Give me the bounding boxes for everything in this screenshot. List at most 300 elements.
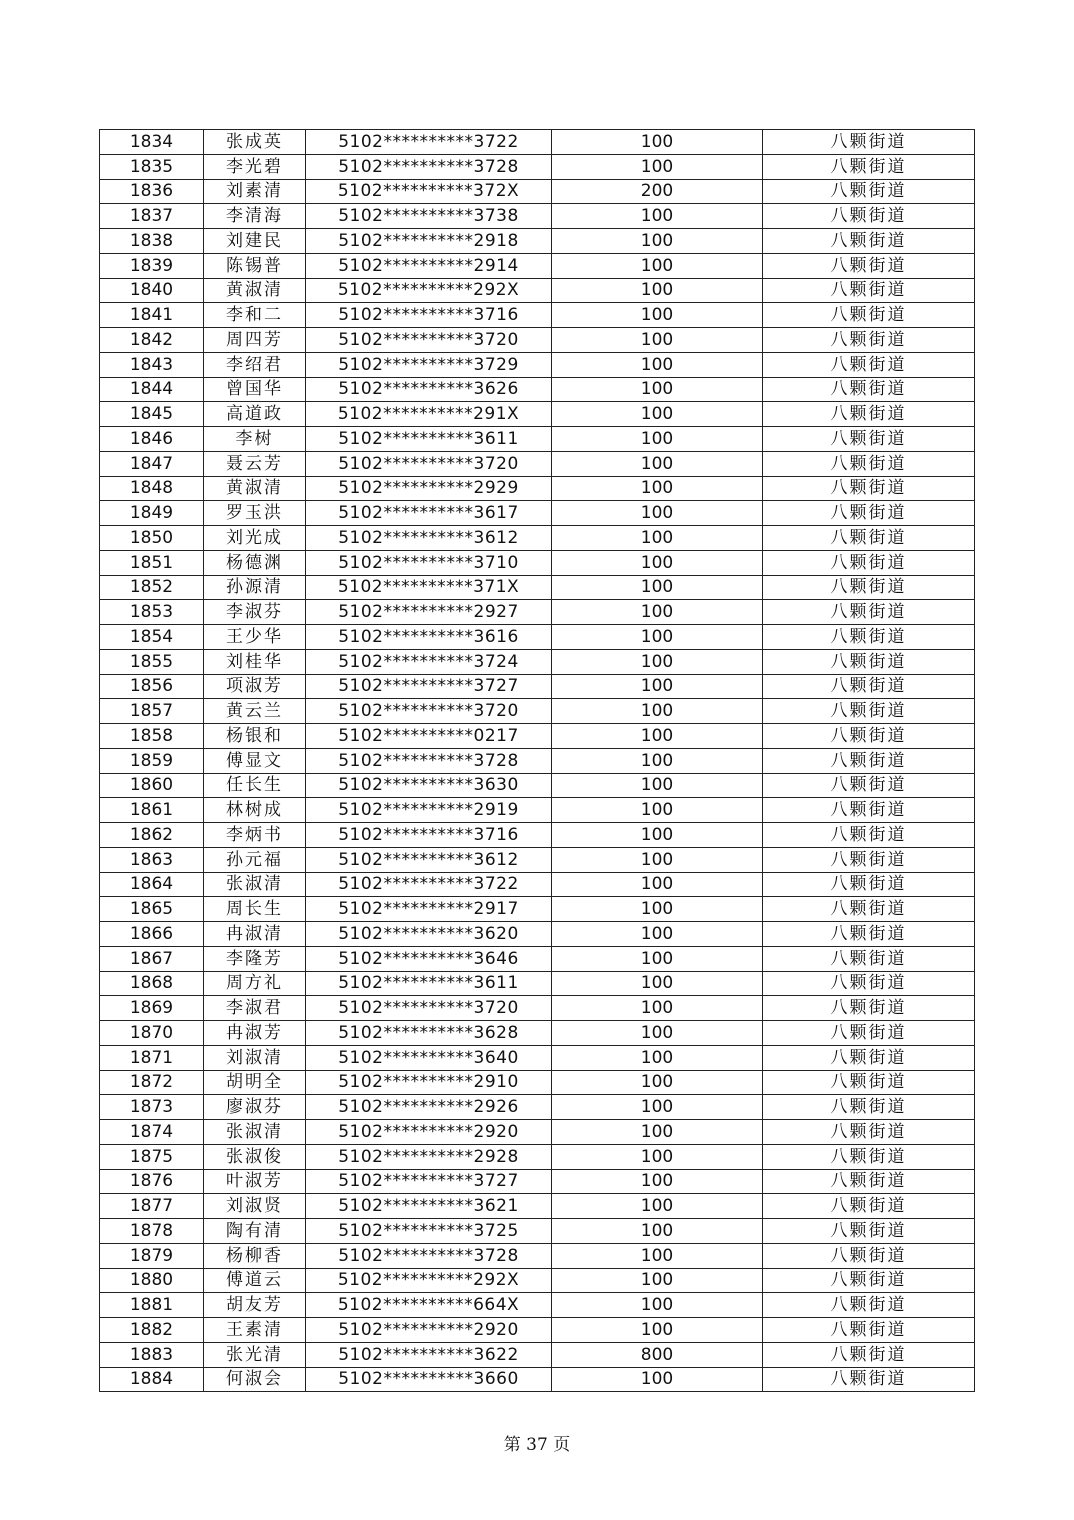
- row-number-cell: 1858: [100, 724, 204, 749]
- amount-cell: 100: [552, 377, 763, 402]
- row-number-cell: 1838: [100, 229, 204, 254]
- street-cell: 八颗街道: [763, 996, 975, 1021]
- amount-cell: 100: [552, 1219, 763, 1244]
- table-row: [100, 229, 975, 254]
- row-number-cell: 1847: [100, 451, 204, 476]
- amount-cell: 100: [552, 1045, 763, 1070]
- table-row: [100, 748, 975, 773]
- amount-cell: 100: [552, 501, 763, 526]
- street-cell: 八颗街道: [763, 303, 975, 328]
- street-cell: 八颗街道: [763, 550, 975, 575]
- id-number-cell: 5102**********3728: [306, 1243, 552, 1268]
- id-number-cell: 5102**********3722: [306, 130, 552, 155]
- amount-cell: 100: [552, 1318, 763, 1343]
- street-cell: 八颗街道: [763, 377, 975, 402]
- amount-cell: 100: [552, 130, 763, 155]
- street-cell: 八颗街道: [763, 1144, 975, 1169]
- amount-cell: 100: [552, 699, 763, 724]
- name-cell: 刘淑贤: [204, 1194, 306, 1219]
- name-cell: 叶淑芳: [204, 1169, 306, 1194]
- street-cell: 八颗街道: [763, 748, 975, 773]
- amount-cell: 100: [552, 649, 763, 674]
- name-cell: 李隆芳: [204, 946, 306, 971]
- row-number-cell: 1874: [100, 1120, 204, 1145]
- name-cell: 李光碧: [204, 154, 306, 179]
- name-cell: 曾国华: [204, 377, 306, 402]
- name-cell: 胡友芳: [204, 1293, 306, 1318]
- street-cell: 八颗街道: [763, 1318, 975, 1343]
- name-cell: 傅道云: [204, 1268, 306, 1293]
- table-row: [100, 1120, 975, 1145]
- street-cell: 八颗街道: [763, 1120, 975, 1145]
- amount-cell: 100: [552, 526, 763, 551]
- table-row: [100, 699, 975, 724]
- amount-cell: 100: [552, 253, 763, 278]
- street-cell: 八颗街道: [763, 427, 975, 452]
- amount-cell: 100: [552, 1120, 763, 1145]
- table-row: [100, 1219, 975, 1244]
- id-number-cell: 5102**********3722: [306, 872, 552, 897]
- id-number-cell: 5102**********292X: [306, 1268, 552, 1293]
- row-number-cell: 1835: [100, 154, 204, 179]
- street-cell: 八颗街道: [763, 575, 975, 600]
- id-number-cell: 5102**********3727: [306, 1169, 552, 1194]
- amount-cell: 100: [552, 625, 763, 650]
- row-number-cell: 1837: [100, 204, 204, 229]
- amount-cell: 100: [552, 674, 763, 699]
- table-row: [100, 1045, 975, 1070]
- amount-cell: 100: [552, 823, 763, 848]
- amount-cell: 100: [552, 328, 763, 353]
- table-row: [100, 575, 975, 600]
- table-row: [100, 1021, 975, 1046]
- row-number-cell: 1864: [100, 872, 204, 897]
- table-row: [100, 1194, 975, 1219]
- street-cell: 八颗街道: [763, 649, 975, 674]
- street-cell: 八颗街道: [763, 204, 975, 229]
- id-number-cell: 5102**********2920: [306, 1120, 552, 1145]
- name-cell: 黄淑清: [204, 476, 306, 501]
- id-number-cell: 5102**********3626: [306, 377, 552, 402]
- amount-cell: 100: [552, 476, 763, 501]
- name-cell: 何淑会: [204, 1367, 306, 1392]
- amount-cell: 100: [552, 1144, 763, 1169]
- id-number-cell: 5102**********3621: [306, 1194, 552, 1219]
- id-number-cell: 5102**********664X: [306, 1293, 552, 1318]
- row-number-cell: 1861: [100, 798, 204, 823]
- row-number-cell: 1865: [100, 897, 204, 922]
- street-cell: 八颗街道: [763, 130, 975, 155]
- id-number-cell: 5102**********3729: [306, 352, 552, 377]
- id-number-cell: 5102**********372X: [306, 179, 552, 204]
- row-number-cell: 1860: [100, 773, 204, 798]
- row-number-cell: 1879: [100, 1243, 204, 1268]
- row-number-cell: 1852: [100, 575, 204, 600]
- id-number-cell: 5102**********3646: [306, 946, 552, 971]
- street-cell: 八颗街道: [763, 946, 975, 971]
- amount-cell: 100: [552, 278, 763, 303]
- id-number-cell: 5102**********3611: [306, 971, 552, 996]
- amount-cell: 200: [552, 179, 763, 204]
- id-number-cell: 5102**********3611: [306, 427, 552, 452]
- row-number-cell: 1867: [100, 946, 204, 971]
- amount-cell: 800: [552, 1342, 763, 1367]
- street-cell: 八颗街道: [763, 872, 975, 897]
- id-number-cell: 5102**********3628: [306, 1021, 552, 1046]
- table-row: [100, 847, 975, 872]
- street-cell: 八颗街道: [763, 1169, 975, 1194]
- id-number-cell: 5102**********3612: [306, 526, 552, 551]
- id-number-cell: 5102**********3622: [306, 1342, 552, 1367]
- street-cell: 八颗街道: [763, 526, 975, 551]
- row-number-cell: 1880: [100, 1268, 204, 1293]
- name-cell: 杨柳香: [204, 1243, 306, 1268]
- table-row: [100, 1293, 975, 1318]
- street-cell: 八颗街道: [763, 402, 975, 427]
- street-cell: 八颗街道: [763, 1243, 975, 1268]
- name-cell: 胡明全: [204, 1070, 306, 1095]
- name-cell: 李绍君: [204, 352, 306, 377]
- amount-cell: 100: [552, 204, 763, 229]
- name-cell: 张淑清: [204, 1120, 306, 1145]
- name-cell: 李和二: [204, 303, 306, 328]
- row-number-cell: 1877: [100, 1194, 204, 1219]
- row-number-cell: 1884: [100, 1367, 204, 1392]
- row-number-cell: 1872: [100, 1070, 204, 1095]
- table-row: [100, 451, 975, 476]
- name-cell: 李炳书: [204, 823, 306, 848]
- table-row: [100, 823, 975, 848]
- id-number-cell: 5102**********2918: [306, 229, 552, 254]
- table-body: [100, 130, 975, 1392]
- amount-cell: 100: [552, 575, 763, 600]
- table-row: [100, 476, 975, 501]
- id-number-cell: 5102**********292X: [306, 278, 552, 303]
- row-number-cell: 1883: [100, 1342, 204, 1367]
- amount-cell: 100: [552, 1243, 763, 1268]
- name-cell: 傅显文: [204, 748, 306, 773]
- id-number-cell: 5102**********2928: [306, 1144, 552, 1169]
- id-number-cell: 5102**********3728: [306, 748, 552, 773]
- street-cell: 八颗街道: [763, 1095, 975, 1120]
- name-cell: 任长生: [204, 773, 306, 798]
- table-row: [100, 1169, 975, 1194]
- row-number-cell: 1881: [100, 1293, 204, 1318]
- street-cell: 八颗街道: [763, 847, 975, 872]
- table-row: [100, 352, 975, 377]
- table-row: [100, 253, 975, 278]
- name-cell: 李树: [204, 427, 306, 452]
- amount-cell: 100: [552, 773, 763, 798]
- id-number-cell: 5102**********2914: [306, 253, 552, 278]
- name-cell: 黄云兰: [204, 699, 306, 724]
- table-row: [100, 773, 975, 798]
- street-cell: 八颗街道: [763, 1021, 975, 1046]
- street-cell: 八颗街道: [763, 1342, 975, 1367]
- name-cell: 王少华: [204, 625, 306, 650]
- amount-cell: 100: [552, 1095, 763, 1120]
- id-number-cell: 5102**********3724: [306, 649, 552, 674]
- amount-cell: 100: [552, 872, 763, 897]
- name-cell: 冉淑清: [204, 922, 306, 947]
- id-number-cell: 5102**********0217: [306, 724, 552, 749]
- name-cell: 聂云芳: [204, 451, 306, 476]
- row-number-cell: 1840: [100, 278, 204, 303]
- table-row: [100, 501, 975, 526]
- amount-cell: 100: [552, 1268, 763, 1293]
- name-cell: 杨银和: [204, 724, 306, 749]
- street-cell: 八颗街道: [763, 897, 975, 922]
- row-number-cell: 1850: [100, 526, 204, 551]
- id-number-cell: 5102**********3640: [306, 1045, 552, 1070]
- row-number-cell: 1869: [100, 996, 204, 1021]
- row-number-cell: 1853: [100, 600, 204, 625]
- id-number-cell: 5102**********3738: [306, 204, 552, 229]
- id-number-cell: 5102**********3710: [306, 550, 552, 575]
- data-table: [99, 129, 975, 1392]
- table-row: [100, 154, 975, 179]
- row-number-cell: 1866: [100, 922, 204, 947]
- id-number-cell: 5102**********3716: [306, 823, 552, 848]
- street-cell: 八颗街道: [763, 1194, 975, 1219]
- id-number-cell: 5102**********2929: [306, 476, 552, 501]
- amount-cell: 100: [552, 1169, 763, 1194]
- row-number-cell: 1848: [100, 476, 204, 501]
- name-cell: 张淑俊: [204, 1144, 306, 1169]
- amount-cell: 100: [552, 798, 763, 823]
- name-cell: 孙元福: [204, 847, 306, 872]
- table-row: [100, 1367, 975, 1392]
- name-cell: 李淑君: [204, 996, 306, 1021]
- name-cell: 黄淑清: [204, 278, 306, 303]
- name-cell: 张成英: [204, 130, 306, 155]
- table-row: [100, 328, 975, 353]
- row-number-cell: 1844: [100, 377, 204, 402]
- row-number-cell: 1834: [100, 130, 204, 155]
- table-row: [100, 427, 975, 452]
- row-number-cell: 1854: [100, 625, 204, 650]
- name-cell: 刘光成: [204, 526, 306, 551]
- name-cell: 高道政: [204, 402, 306, 427]
- row-number-cell: 1836: [100, 179, 204, 204]
- row-number-cell: 1876: [100, 1169, 204, 1194]
- name-cell: 项淑芳: [204, 674, 306, 699]
- amount-cell: 100: [552, 847, 763, 872]
- amount-cell: 100: [552, 352, 763, 377]
- id-number-cell: 5102**********3630: [306, 773, 552, 798]
- street-cell: 八颗街道: [763, 179, 975, 204]
- amount-cell: 100: [552, 451, 763, 476]
- amount-cell: 100: [552, 996, 763, 1021]
- row-number-cell: 1856: [100, 674, 204, 699]
- table-row: [100, 1144, 975, 1169]
- name-cell: 李清海: [204, 204, 306, 229]
- id-number-cell: 5102**********3728: [306, 154, 552, 179]
- street-cell: 八颗街道: [763, 1367, 975, 1392]
- id-number-cell: 5102**********2920: [306, 1318, 552, 1343]
- row-number-cell: 1842: [100, 328, 204, 353]
- street-cell: 八颗街道: [763, 1070, 975, 1095]
- street-cell: 八颗街道: [763, 971, 975, 996]
- row-number-cell: 1855: [100, 649, 204, 674]
- id-number-cell: 5102**********2910: [306, 1070, 552, 1095]
- street-cell: 八颗街道: [763, 501, 975, 526]
- table-row: [100, 897, 975, 922]
- amount-cell: 100: [552, 402, 763, 427]
- id-number-cell: 5102**********3612: [306, 847, 552, 872]
- name-cell: 刘淑清: [204, 1045, 306, 1070]
- amount-cell: 100: [552, 1367, 763, 1392]
- row-number-cell: 1868: [100, 971, 204, 996]
- name-cell: 陈锡普: [204, 253, 306, 278]
- row-number-cell: 1843: [100, 352, 204, 377]
- street-cell: 八颗街道: [763, 773, 975, 798]
- table-row: [100, 1070, 975, 1095]
- name-cell: 罗玉洪: [204, 501, 306, 526]
- street-cell: 八颗街道: [763, 352, 975, 377]
- row-number-cell: 1849: [100, 501, 204, 526]
- name-cell: 周长生: [204, 897, 306, 922]
- id-number-cell: 5102**********2919: [306, 798, 552, 823]
- street-cell: 八颗街道: [763, 625, 975, 650]
- street-cell: 八颗街道: [763, 476, 975, 501]
- table-row: [100, 179, 975, 204]
- street-cell: 八颗街道: [763, 1045, 975, 1070]
- name-cell: 杨德渊: [204, 550, 306, 575]
- table-row: [100, 996, 975, 1021]
- amount-cell: 100: [552, 427, 763, 452]
- table-row: [100, 724, 975, 749]
- id-number-cell: 5102**********291X: [306, 402, 552, 427]
- table-row: [100, 1342, 975, 1367]
- table-row: [100, 971, 975, 996]
- amount-cell: 100: [552, 303, 763, 328]
- row-number-cell: 1862: [100, 823, 204, 848]
- id-number-cell: 5102**********2927: [306, 600, 552, 625]
- row-number-cell: 1851: [100, 550, 204, 575]
- row-number-cell: 1839: [100, 253, 204, 278]
- name-cell: 陶有清: [204, 1219, 306, 1244]
- amount-cell: 100: [552, 748, 763, 773]
- amount-cell: 100: [552, 1021, 763, 1046]
- amount-cell: 100: [552, 724, 763, 749]
- table-row: [100, 1268, 975, 1293]
- row-number-cell: 1857: [100, 699, 204, 724]
- amount-cell: 100: [552, 897, 763, 922]
- street-cell: 八颗街道: [763, 600, 975, 625]
- table-row: [100, 946, 975, 971]
- name-cell: 周方礼: [204, 971, 306, 996]
- row-number-cell: 1846: [100, 427, 204, 452]
- table-row: [100, 674, 975, 699]
- street-cell: 八颗街道: [763, 154, 975, 179]
- amount-cell: 100: [552, 971, 763, 996]
- name-cell: 周四芳: [204, 328, 306, 353]
- table-row: [100, 872, 975, 897]
- amount-cell: 100: [552, 922, 763, 947]
- street-cell: 八颗街道: [763, 699, 975, 724]
- table-row: [100, 526, 975, 551]
- id-number-cell: 5102**********3616: [306, 625, 552, 650]
- amount-cell: 100: [552, 600, 763, 625]
- table-row: [100, 1318, 975, 1343]
- street-cell: 八颗街道: [763, 278, 975, 303]
- amount-cell: 100: [552, 154, 763, 179]
- id-number-cell: 5102**********3727: [306, 674, 552, 699]
- name-cell: 孙源清: [204, 575, 306, 600]
- street-cell: 八颗街道: [763, 328, 975, 353]
- table-row: [100, 600, 975, 625]
- street-cell: 八颗街道: [763, 229, 975, 254]
- name-cell: 冉淑芳: [204, 1021, 306, 1046]
- amount-cell: 100: [552, 1070, 763, 1095]
- table-row: [100, 303, 975, 328]
- name-cell: 李淑芬: [204, 600, 306, 625]
- row-number-cell: 1878: [100, 1219, 204, 1244]
- name-cell: 廖淑芬: [204, 1095, 306, 1120]
- row-number-cell: 1871: [100, 1045, 204, 1070]
- name-cell: 刘建民: [204, 229, 306, 254]
- street-cell: 八颗街道: [763, 253, 975, 278]
- row-number-cell: 1863: [100, 847, 204, 872]
- id-number-cell: 5102**********3720: [306, 451, 552, 476]
- street-cell: 八颗街道: [763, 823, 975, 848]
- id-number-cell: 5102**********3620: [306, 922, 552, 947]
- name-cell: 刘桂华: [204, 649, 306, 674]
- id-number-cell: 5102**********3720: [306, 996, 552, 1021]
- table-row: [100, 130, 975, 155]
- table-row: [100, 625, 975, 650]
- name-cell: 王素清: [204, 1318, 306, 1343]
- table-row: [100, 1243, 975, 1268]
- amount-cell: 100: [552, 946, 763, 971]
- table-row: [100, 278, 975, 303]
- amount-cell: 100: [552, 229, 763, 254]
- table-row: [100, 1095, 975, 1120]
- amount-cell: 100: [552, 550, 763, 575]
- id-number-cell: 5102**********3725: [306, 1219, 552, 1244]
- id-number-cell: 5102**********3720: [306, 699, 552, 724]
- row-number-cell: 1875: [100, 1144, 204, 1169]
- row-number-cell: 1870: [100, 1021, 204, 1046]
- amount-cell: 100: [552, 1194, 763, 1219]
- amount-cell: 100: [552, 1293, 763, 1318]
- table-row: [100, 402, 975, 427]
- street-cell: 八颗街道: [763, 922, 975, 947]
- row-number-cell: 1841: [100, 303, 204, 328]
- name-cell: 刘素清: [204, 179, 306, 204]
- id-number-cell: 5102**********3716: [306, 303, 552, 328]
- street-cell: 八颗街道: [763, 1293, 975, 1318]
- street-cell: 八颗街道: [763, 451, 975, 476]
- name-cell: 林树成: [204, 798, 306, 823]
- street-cell: 八颗街道: [763, 674, 975, 699]
- table-row: [100, 798, 975, 823]
- name-cell: 张光清: [204, 1342, 306, 1367]
- id-number-cell: 5102**********2926: [306, 1095, 552, 1120]
- page-number: 第 37 页: [503, 1435, 571, 1455]
- table-row: [100, 204, 975, 229]
- street-cell: 八颗街道: [763, 798, 975, 823]
- id-number-cell: 5102**********371X: [306, 575, 552, 600]
- street-cell: 八颗街道: [763, 1219, 975, 1244]
- street-cell: 八颗街道: [763, 724, 975, 749]
- row-number-cell: 1873: [100, 1095, 204, 1120]
- row-number-cell: 1882: [100, 1318, 204, 1343]
- row-number-cell: 1859: [100, 748, 204, 773]
- table-row: [100, 922, 975, 947]
- street-cell: 八颗街道: [763, 1268, 975, 1293]
